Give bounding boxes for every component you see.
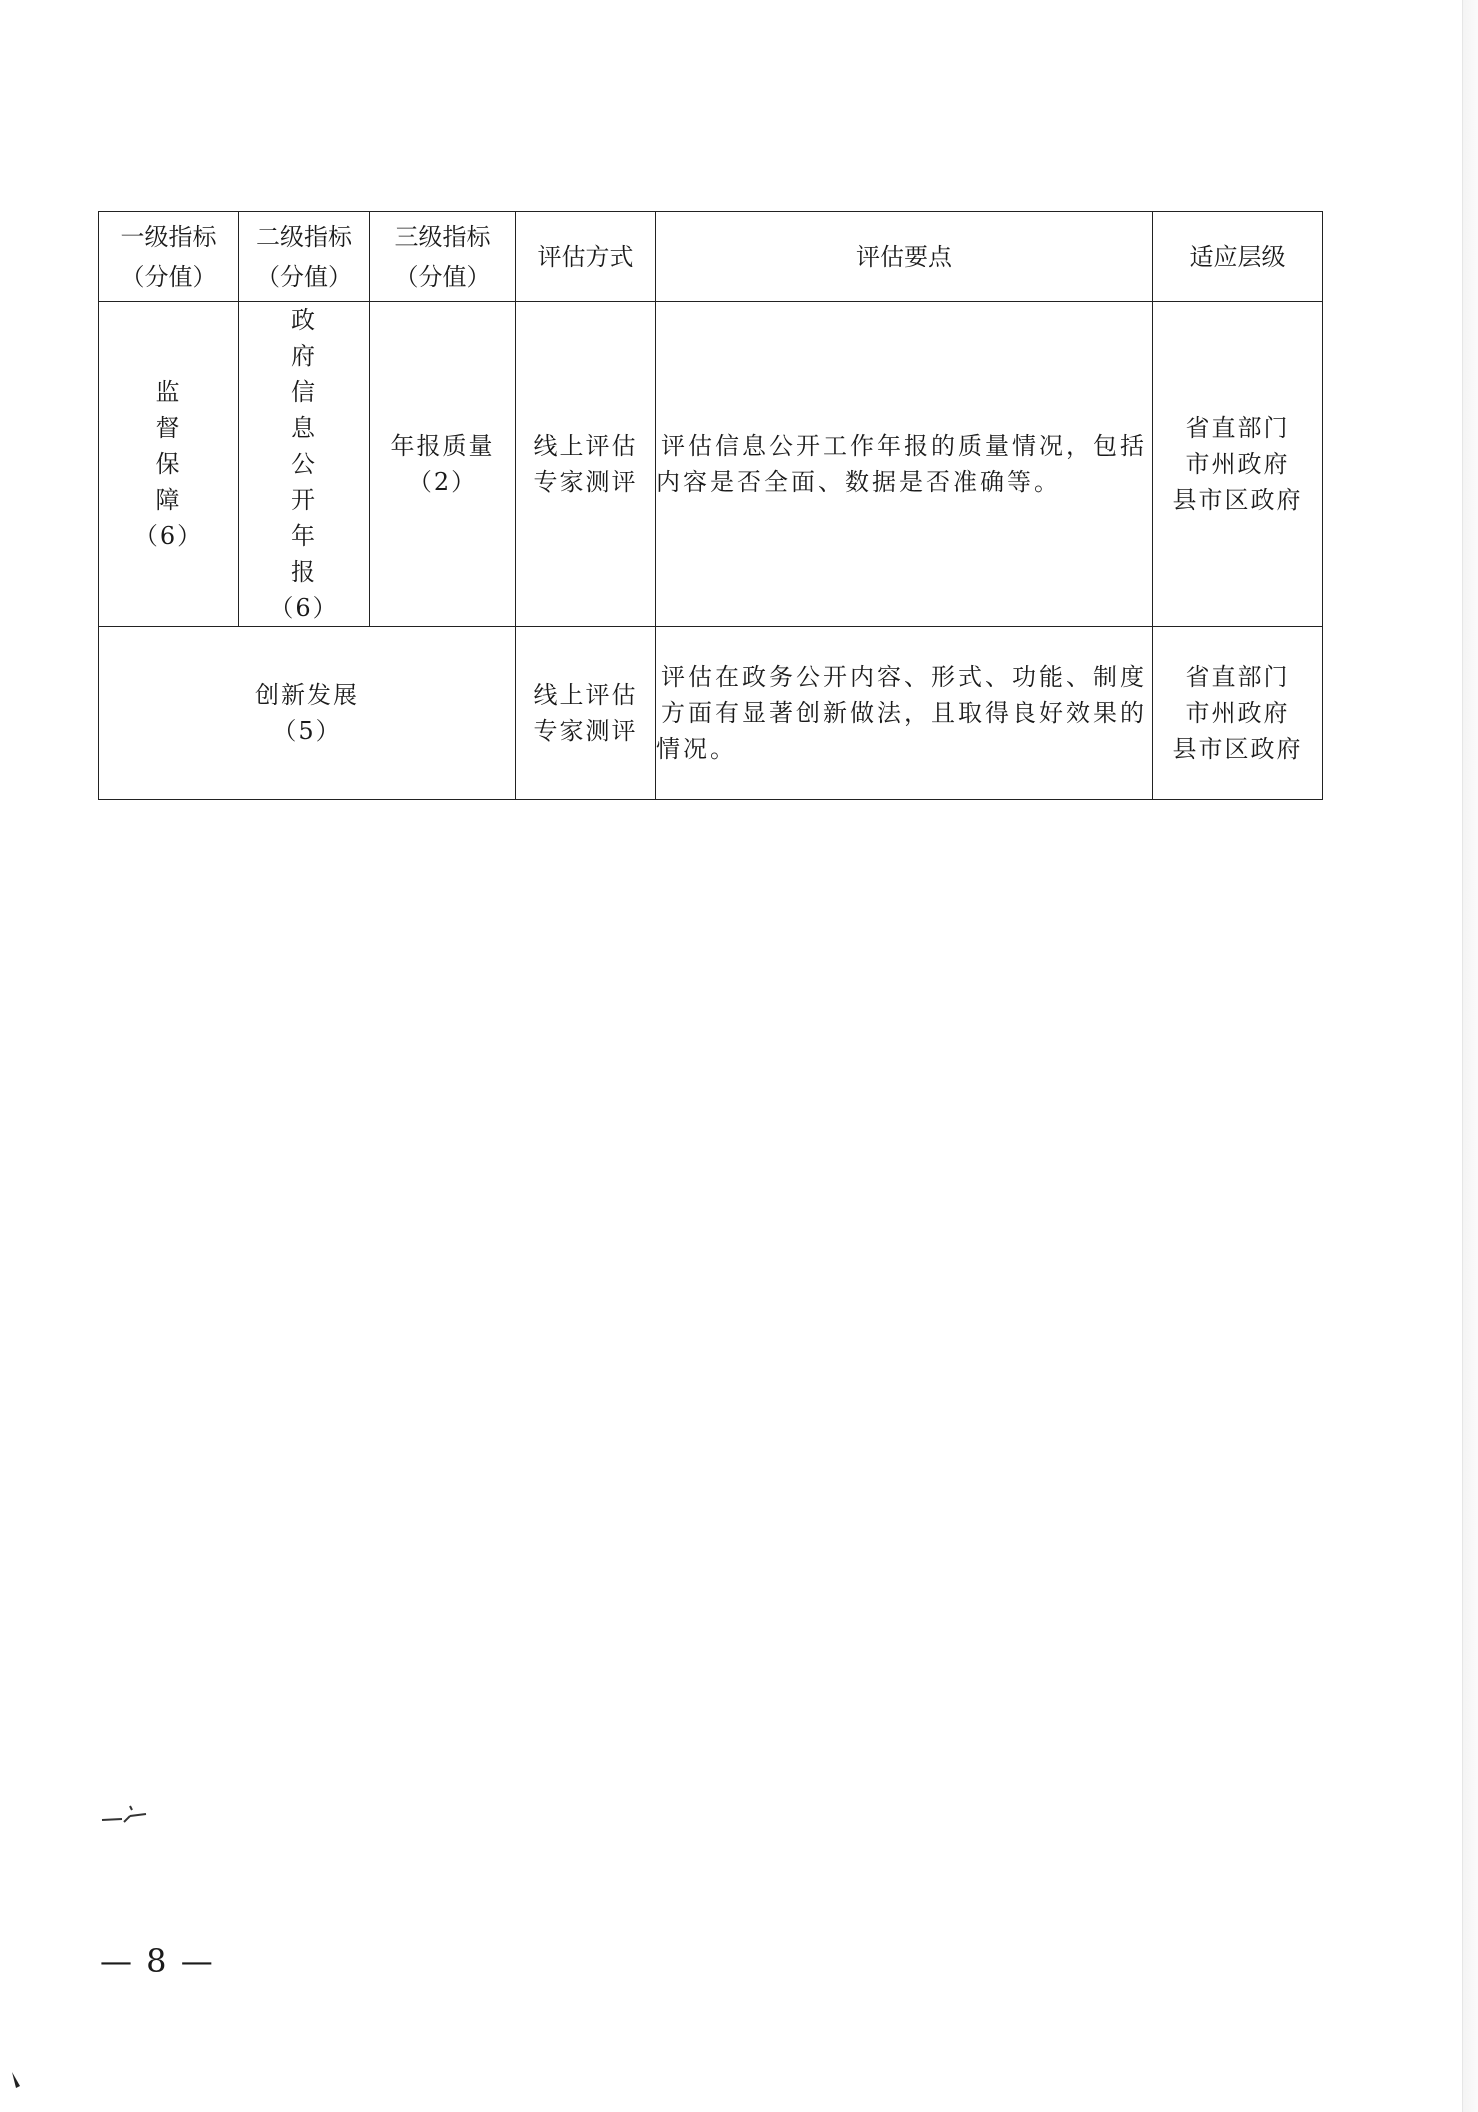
page-number: — 8 — (100, 1942, 215, 1980)
level2-cell (239, 302, 370, 627)
method-expert: 专家测评 (533, 468, 638, 496)
header-level1: 一级指标 （分值） (99, 212, 239, 302)
level2-score: （6） (269, 594, 339, 622)
level-city: 市州政府 (1185, 699, 1290, 727)
innovation-name: 创新发展 (255, 681, 359, 709)
level-provincial: 省直部门 (1185, 414, 1290, 442)
evaluation-table (98, 211, 1323, 800)
level-county: 县市区政府 (1172, 486, 1303, 514)
levels-cell (1153, 627, 1323, 800)
points-cell: 评估在政务公开内容、形式、功能、制度方面有显著创新做法，且取得良好效果的情况。 (656, 627, 1153, 800)
level-county: 县市区政府 (1172, 735, 1303, 763)
levels-cell (1153, 302, 1323, 627)
points-cell: 评估信息公开工作年报的质量情况，包括内容是否全面、数据是否准确等。 (656, 302, 1153, 627)
header-levels: 适应层级 (1153, 212, 1323, 302)
innovation-score: （5） (272, 717, 342, 745)
method-cell (516, 302, 656, 627)
level3-score: （2） (407, 468, 478, 496)
header-points: 评估要点 (656, 212, 1153, 302)
header-method: 评估方式 (516, 212, 656, 302)
level2-name: 政府信息公开年报 (291, 306, 317, 586)
header-level2: 二级指标 （分值） (239, 212, 370, 302)
scan-edge (1462, 0, 1478, 2112)
header-level3: 三级指标 （分值） (370, 212, 516, 302)
level1-name: 监督保障 (155, 378, 182, 514)
scan-speck (8, 2070, 24, 2090)
innovation-cell (99, 627, 516, 800)
method-online: 线上评估 (533, 432, 638, 460)
method-expert: 专家测评 (533, 717, 638, 745)
level-city: 市州政府 (1185, 450, 1290, 478)
method-cell (516, 627, 656, 800)
table-header-row (99, 212, 1323, 302)
method-online: 线上评估 (533, 681, 638, 709)
level3-name: 年报质量 (390, 432, 495, 460)
pen-mark (100, 1800, 150, 1830)
level-provincial: 省直部门 (1185, 663, 1290, 691)
level1-cell (99, 302, 239, 627)
table-row (99, 302, 1323, 627)
level3-cell (370, 302, 516, 627)
level1-score: （6） (133, 522, 204, 550)
table-row (99, 627, 1323, 800)
